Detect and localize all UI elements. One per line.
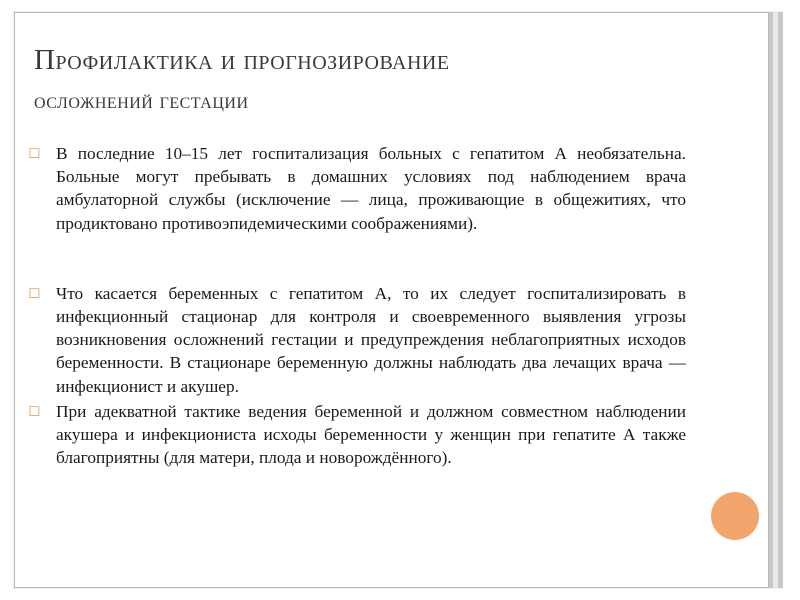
decorative-orange-circle — [711, 492, 759, 540]
slide-side-bar — [768, 12, 783, 588]
slide-body — [26, 142, 686, 469]
bullet-text: При адекватной тактике ведения беременной и должном совместном наблюдении акушера и инфекциониста исходы беременности у женщин при гепатите А также благоприятны (для матери, плода и новорождённого). — [56, 401, 686, 468]
side-bar-stripe — [773, 12, 778, 588]
bullet-text: Что касается беременных с гепатитом А, то их следует госпитализировать в инфекционный стационар для контроля и своевременного выявления угрозы возникновения осложнений гестации и предупреждения неблагоприятных исходов беременности. В стационаре беременную должны наблюдать два лечащих врача — инфекционист и акушер. — [56, 283, 686, 396]
slide-title-line-1: Профилактика и прогнозирование — [34, 44, 450, 76]
bullet-item — [26, 282, 686, 398]
bullet-marker-icon: ◻ — [28, 402, 41, 419]
bullet-text: В последние 10–15 лет госпитализация больных с гепатитом А необязательна. Больные могут пребывать в домашних условиях под наблюдением врача амбулаторной службы (исключение — лица, проживающие в общежитиях, что продиктовано противоэпидемическими соображениями). — [56, 144, 686, 233]
bullet-marker-icon: ◻ — [28, 145, 41, 161]
bullet-item — [26, 142, 686, 235]
bullet-marker-icon: ◻ — [28, 284, 41, 301]
slide-title-line-2: осложнений гестации — [34, 88, 249, 113]
bullet-item — [26, 400, 686, 470]
